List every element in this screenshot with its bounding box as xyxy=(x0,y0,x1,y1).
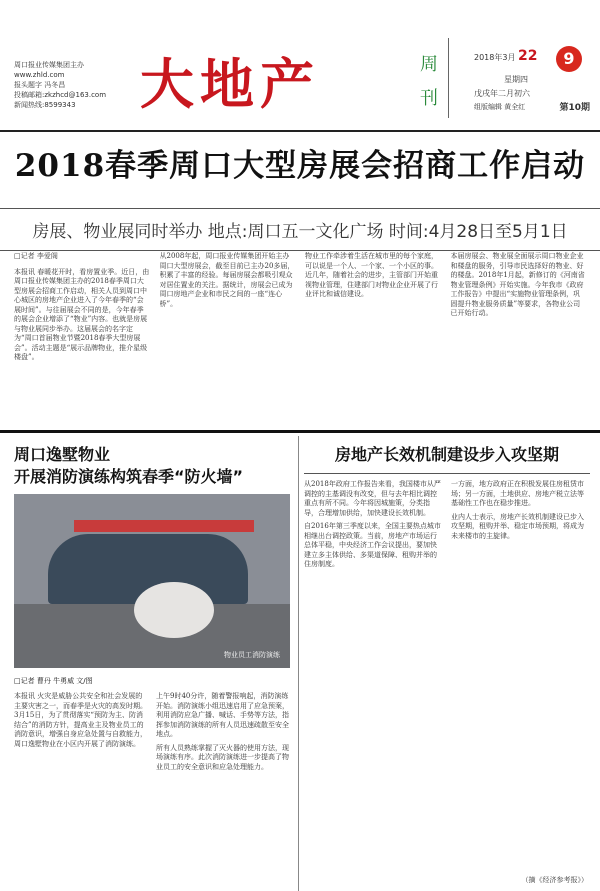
section-divider xyxy=(0,430,600,433)
left-article-body xyxy=(14,692,290,882)
left-byline: □记者 曹丹 牛勇威 文/图 xyxy=(14,677,93,685)
editor-row xyxy=(474,102,590,112)
lead-col-4 xyxy=(451,252,587,422)
left-paragraph: 所有人员熟练掌握了灭火器的使用方法，现场演练有序。此次消防演练进一步提高了物业员工的安全意识和应急处理能力。 xyxy=(156,743,289,771)
publisher: 周口报业传媒集团主办 xyxy=(14,61,84,69)
weekday: 星期四 xyxy=(504,75,528,84)
left-title-line-2: 开展消防演练构筑春季“防火墙” xyxy=(14,467,244,486)
column-divider xyxy=(298,436,299,891)
right-paragraph: 业内人士表示，房地产长效机制建设已步入攻坚期，租购并举、稳定市场预期，将成为未来楼市的主旋律。 xyxy=(451,512,584,540)
left-title-line-1: 周口逸墅物业 xyxy=(14,445,111,464)
left-paragraph: 上午9时40分许，随着警报响起，消防演练开始。消防演练小组迅速启用了应急预案，利用消防应急广播、喊话、手势等方法，指挥参加消防演练的所有人员迅速疏散至安全地点。 xyxy=(156,692,289,738)
layout-editor: 组版编辑 黄全红 xyxy=(474,103,526,111)
date-day: 22 xyxy=(518,48,538,64)
lead-col-2 xyxy=(160,252,296,422)
masthead-divider xyxy=(448,38,449,118)
photo-banner xyxy=(74,520,254,532)
photo-extinguisher-smoke xyxy=(134,582,214,638)
right-col-2 xyxy=(451,480,590,880)
lead-paragraph: 从2008年起，周口报业传媒集团开始主办周口大型房展会，截至目前已主办20多届，积累了丰富的经验。每届房展会都吸引观众对居住置业的关注。据统计，房展会已成为周口房地产企业和市民之间的一座“连心桥”。 xyxy=(159,252,295,308)
lead-headline: 2018春季周口大型房展会招商工作启动 xyxy=(14,148,586,184)
website: www.zhld.com xyxy=(14,71,65,79)
right-article-body xyxy=(304,480,590,880)
fire-drill-photo xyxy=(14,494,290,668)
contribution-email: 投稿邮箱:zkzhcd@163.com xyxy=(14,91,107,99)
left-article xyxy=(0,436,296,891)
date-block xyxy=(474,48,538,98)
left-col-1 xyxy=(14,692,148,882)
right-article-title: 房地产长效机制建设步入攻坚期 xyxy=(304,442,590,474)
publication-info xyxy=(14,60,106,110)
lead-paragraph: 本届房展会、物业展全面展示周口物业企业和楼盘的服务，引导市民选择好的物业、好的楼盘。2018年1月起，新修订的《河南省物业管理条例》开始实施。今年我市《政府工作报告》中提出“实施物业管理条例，巩固提升物业服务质量”等要求，各物业公司已开始行动。 xyxy=(450,252,585,317)
right-paragraph: 一方面，地方政府正在积极发展住房租赁市场；另一方面，土地供应、房地产税立法等基础性工作也在稳步推进。 xyxy=(451,480,584,507)
weekly-label: 周刊 xyxy=(420,54,438,109)
news-hotline: 新闻热线:8599343 xyxy=(14,101,76,109)
masthead xyxy=(0,0,600,132)
lead-subhead: 房展、物业展同时举办 地点:周口五一文化广场 时间:4月28日至5月1日 xyxy=(0,208,600,251)
right-col-1 xyxy=(304,480,443,880)
issue-page-number: 第10期 xyxy=(559,103,590,113)
photo-caption: 物业员工消防演练 xyxy=(224,651,280,659)
editor-in-chief: 报头题字 冯冬昌 xyxy=(14,81,66,89)
lunar-date: 戊戌年二月初六 xyxy=(474,89,530,98)
right-paragraph: 自2016年第三季度以来，全国主要热点城市相继出台调控政策。当前，房地产市场运行总体平稳，中央经济工作会议提出，要加快建立多主体供给、多渠道保障、租购并举的住房制度。 xyxy=(304,522,441,568)
article-source: （摘《经济参考报》） xyxy=(521,876,588,884)
year-month: 2018年3月 xyxy=(474,53,516,62)
left-col-2 xyxy=(156,692,290,882)
lead-col-1 xyxy=(14,252,150,422)
masthead-brand: 大地产 xyxy=(140,52,320,116)
lead-paragraph: 物业工作牵涉着生活在城市里的每个家庭，可以说是一个人、一个家、一个小区的事。近几年，随着社会的进步，主管部门开始重视物业管理，住建部门对物业企业开展了行业评比和诚信建设。 xyxy=(305,252,438,298)
left-paragraph: 本报讯 火灾是威胁公共安全和社会发展的主要灾害之一，而春季是火灾的高发时期。3月15日，为了贯彻落实“预防为主、防消结合”的消防方针，提高业主及物业员工的消防意识，增强自身应急处置与自救能力，周口逸墅物业在小区内开展了消防演练。 xyxy=(14,692,147,748)
issue-number-badge: 9 xyxy=(556,46,582,72)
right-article xyxy=(304,436,590,891)
lead-article-body xyxy=(14,252,586,422)
lead-byline: □记者 李爱阁 xyxy=(14,252,58,260)
left-article-title xyxy=(14,444,243,488)
lead-col-3 xyxy=(305,252,441,422)
lead-paragraph: 本报讯 春暖花开时，看房置业季。近日，由周口报业传媒集团主办的2018春季周口大型房展会招商工作启动，相关人员到周口中心城区的房地产企业进入了今年春季的“会展时间”。与往届展会不同的是，今年春季的展会企业增添了“物业”内容。也就是房展与物业展同步举办。这届展会的名字定为“周口首届物业节暨2018春季大型房展会”。活动主题是“展示品牌物业，推介星级楼盘”。 xyxy=(14,267,150,361)
right-paragraph: 从2018年政府工作报告来看，我国楼市从严调控的主基调没有改变，但与去年相比调控重点有所不同。今年将因城施策，分类指导，合理增加供给，加快建设长效机制。 xyxy=(304,480,441,517)
